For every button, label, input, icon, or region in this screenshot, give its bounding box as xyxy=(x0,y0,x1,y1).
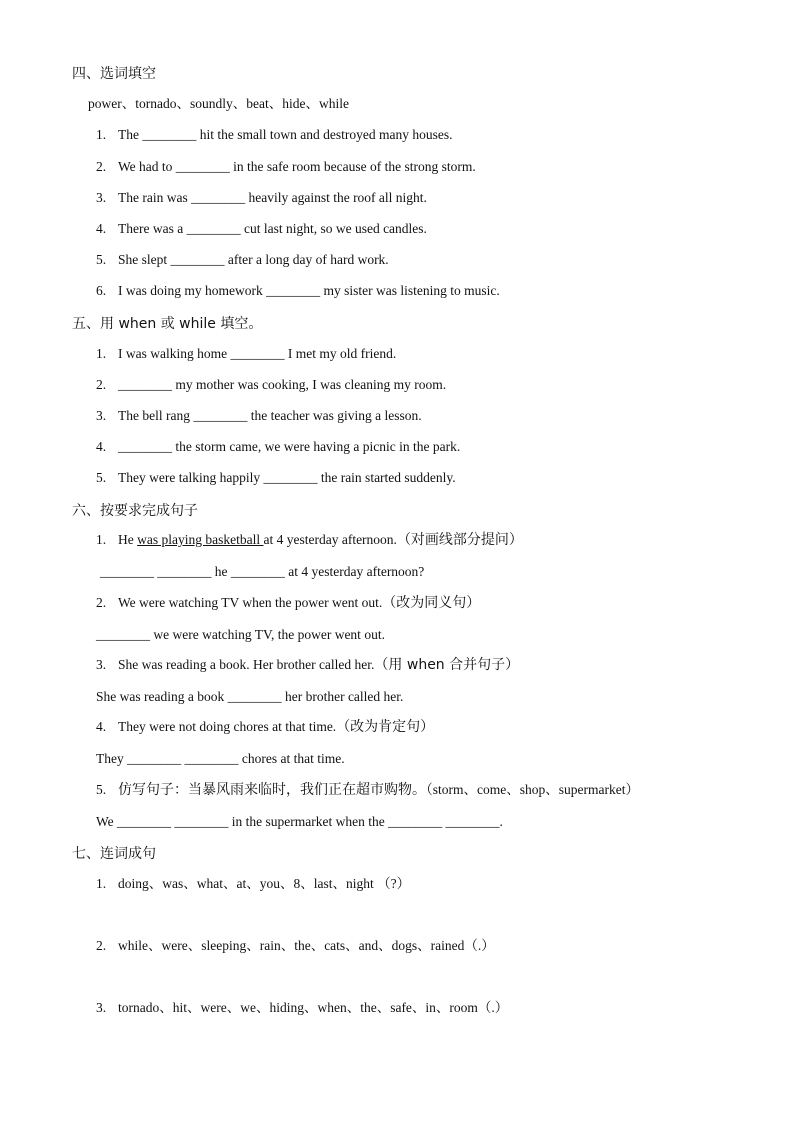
sec4-item-5 xyxy=(96,251,389,269)
section-6-title: 六、按要求完成句子 xyxy=(72,503,198,519)
item-text: tornado、hit、were、we、hiding、when、the、safe、in、room（.） xyxy=(118,1000,509,1015)
sec6-q5-answer: We ________ ________ in the supermarket when the ________ ________. xyxy=(96,814,503,829)
sec6-q1-answer: ________ ________ he ________ at 4 yesterday afternoon? xyxy=(100,564,425,579)
item-text: There was a ________ cut last night, so we used candles. xyxy=(118,221,427,236)
sec6-q4-answer: They ________ ________ chores at that time. xyxy=(96,751,345,766)
sec5-item-3 xyxy=(96,407,422,425)
item-number: 1. xyxy=(96,127,107,142)
sec4-item-3 xyxy=(96,189,427,207)
item-number: 3. xyxy=(96,408,107,423)
section-7-title: 七、连词成句 xyxy=(72,846,156,862)
q5-words: （storm、come、shop、supermarket） xyxy=(426,782,639,797)
sec6-q4 xyxy=(96,718,434,736)
sec6-q1 xyxy=(96,531,523,549)
sec5-item-4 xyxy=(96,438,460,456)
item-text: I was doing my homework ________ my sister was listening to music. xyxy=(118,283,500,298)
item-number: 2. xyxy=(96,938,107,953)
item-number: 6. xyxy=(96,283,107,298)
item-text: I was walking home ________ I met my old friend. xyxy=(118,346,397,361)
q5-instruction: 仿写句子：当暴风雨来临时，我们正在超市购物。 xyxy=(118,782,426,798)
item-text: ________ my mother was cooking, I was cleaning my room. xyxy=(118,377,447,392)
sec5-item-5 xyxy=(96,469,456,487)
sec7-item-1 xyxy=(96,875,410,893)
item-number: 2. xyxy=(96,377,107,392)
sec7-item-2 xyxy=(96,937,495,955)
item-text: She slept ________ after a long day of hard work. xyxy=(118,252,389,267)
item-number: 4. xyxy=(96,719,107,734)
q4-instruction: （改为肯定句） xyxy=(336,719,435,735)
item-number: 2. xyxy=(96,159,107,174)
item-number: 4. xyxy=(96,221,107,236)
sec6-q3 xyxy=(96,656,519,674)
sec6-q2-answer: ________ we were watching TV, the power went out. xyxy=(96,627,385,642)
q1-post: at 4 yesterday afternoon. xyxy=(263,532,397,547)
sec4-item-6 xyxy=(96,282,500,300)
item-text: The rain was ________ heavily against the roof all night. xyxy=(118,190,427,205)
item-number: 4. xyxy=(96,439,107,454)
q3-text: She was reading a book. Her brother called her. xyxy=(118,657,375,672)
sec4-item-4 xyxy=(96,220,427,238)
sec4-item-2 xyxy=(96,158,476,176)
item-number: 5. xyxy=(96,782,107,797)
word-bank: power、tornado、soundly、beat、hide、while xyxy=(88,96,349,111)
item-text: They were talking happily ________ the rain started suddenly. xyxy=(118,470,456,485)
item-text: ________ the storm came, we were having a picnic in the park. xyxy=(118,439,461,454)
item-text: while、were、sleeping、rain、the、cats、and、dogs、rained（.） xyxy=(118,938,495,953)
item-text: We had to ________ in the safe room because of the strong storm. xyxy=(118,159,476,174)
item-number: 5. xyxy=(96,252,107,267)
item-number: 5. xyxy=(96,470,107,485)
item-number: 1. xyxy=(96,532,107,547)
sec5-item-1 xyxy=(96,345,396,363)
q3-instruction: （用 when 合并句子） xyxy=(374,657,520,673)
section-5-title: 五、用 when 或 while 填空。 xyxy=(72,316,263,332)
item-number: 1. xyxy=(96,346,107,361)
item-number: 1. xyxy=(96,876,107,891)
sec6-q2 xyxy=(96,594,480,612)
item-number: 3. xyxy=(96,1000,107,1015)
item-number: 3. xyxy=(96,190,107,205)
item-number: 2. xyxy=(96,595,107,610)
q1-underlined: was playing basketball xyxy=(137,532,264,547)
section-4-title: 四、选词填空 xyxy=(72,66,156,82)
sec4-item-1 xyxy=(96,126,452,144)
item-text: The bell rang ________ the teacher was giving a lesson. xyxy=(118,408,422,423)
q1-pre: He xyxy=(118,532,138,547)
sec7-item-3 xyxy=(96,999,508,1017)
item-number: 3. xyxy=(96,657,107,672)
sec5-item-2 xyxy=(96,376,446,394)
item-text: The ________ hit the small town and destroyed many houses. xyxy=(118,127,453,142)
q1-instruction: （对画线部分提问） xyxy=(396,532,523,548)
item-text: doing、was、what、at、you、8、last、night （?） xyxy=(118,876,411,891)
q2-instruction: （改为同义句） xyxy=(382,595,481,611)
q2-text: We were watching TV when the power went out. xyxy=(118,595,383,610)
sec6-q3-answer: She was reading a book ________ her brother called her. xyxy=(96,689,404,704)
q4-text: They were not doing chores at that time. xyxy=(118,719,337,734)
sec6-q5 xyxy=(96,781,639,799)
